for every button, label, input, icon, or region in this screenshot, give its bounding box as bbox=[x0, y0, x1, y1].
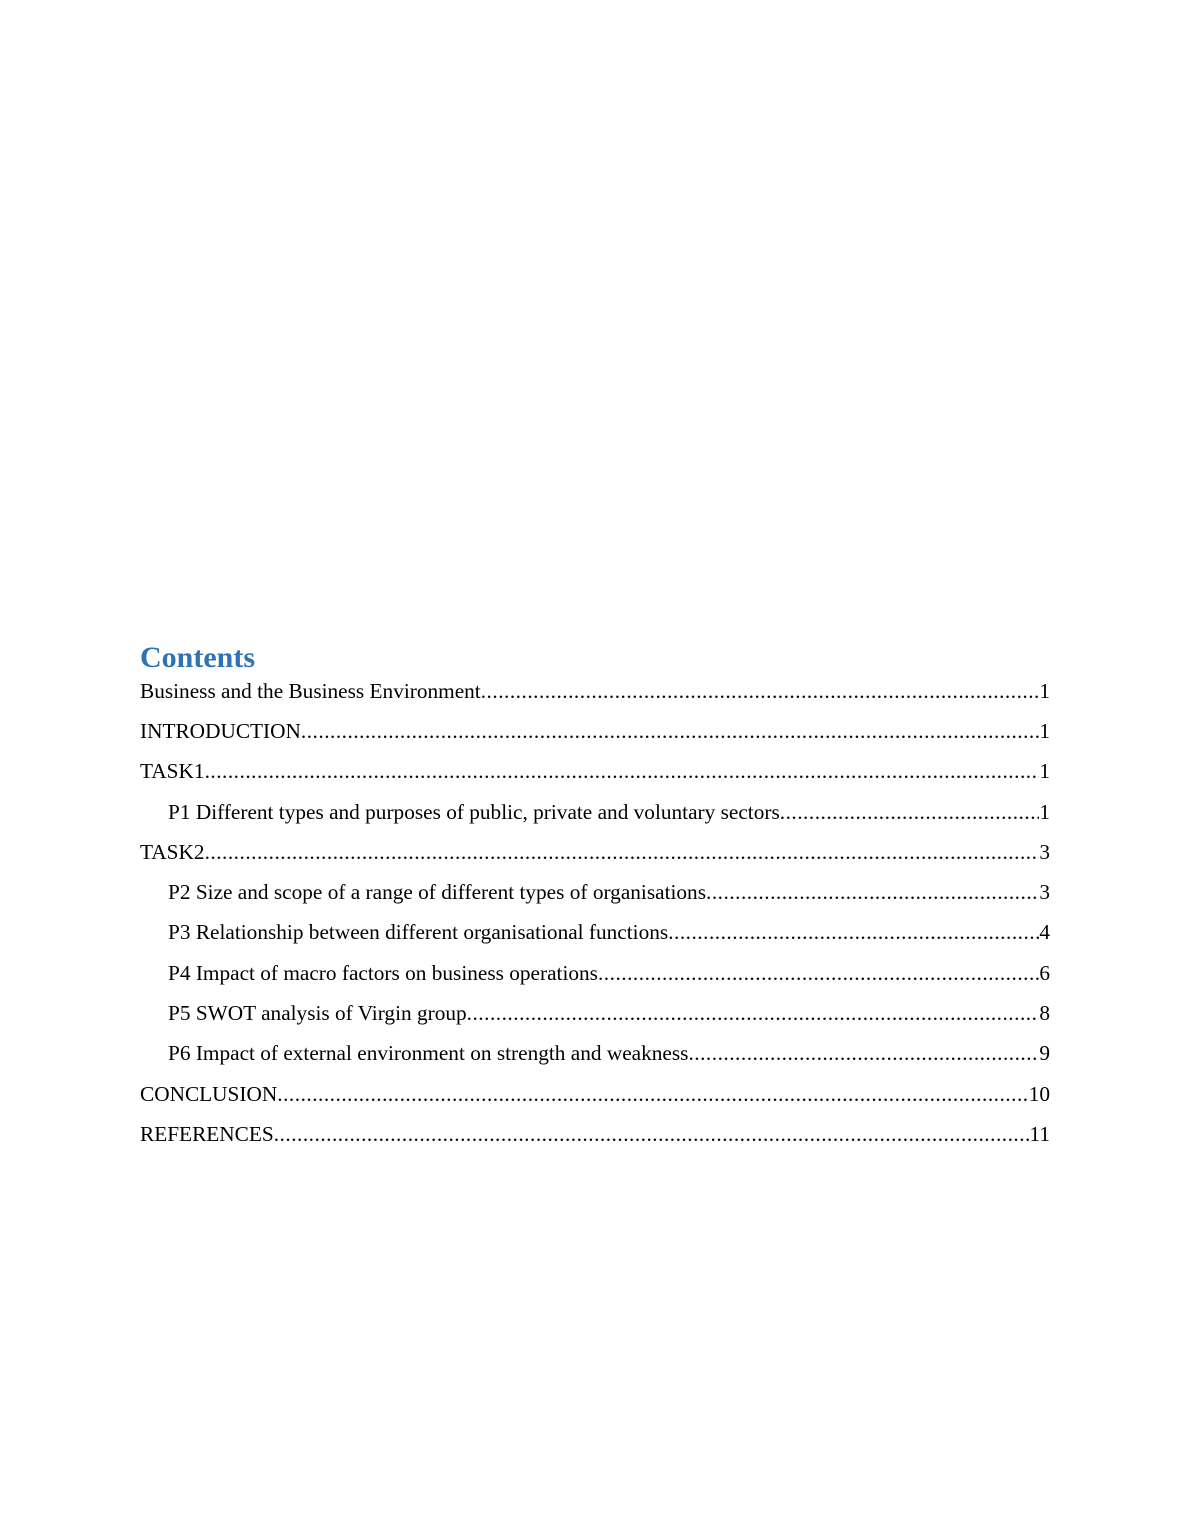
toc-page-number: 4 bbox=[1039, 920, 1050, 945]
toc-entry-label: P5 SWOT analysis of Virgin group bbox=[168, 1001, 467, 1026]
toc-page-number: 1 bbox=[1039, 759, 1050, 784]
toc-entry-label: TASK2 bbox=[140, 839, 205, 864]
toc-dot-leader bbox=[467, 1000, 1040, 1026]
toc-dot-leader bbox=[780, 799, 1040, 825]
toc-dot-leader bbox=[481, 678, 1040, 704]
toc-dot-leader bbox=[205, 839, 1040, 865]
toc-entry-label: P4 Impact of macro factors on business operations bbox=[168, 960, 598, 985]
toc-dot-leader bbox=[668, 919, 1039, 945]
toc-entry-task1[interactable] bbox=[140, 758, 1050, 798]
toc-page-number: 1 bbox=[1039, 719, 1050, 743]
toc-entry-label: TASK1 bbox=[140, 759, 205, 784]
toc-entry-p6[interactable] bbox=[140, 1040, 1050, 1080]
toc-dot-leader bbox=[277, 1081, 1028, 1107]
toc-entry-label: REFERENCES bbox=[140, 1121, 274, 1146]
toc-entry-label: P2 Size and scope of a range of different types of organisations bbox=[168, 880, 706, 905]
toc-page-number: 3 bbox=[1039, 839, 1050, 864]
toc-dot-leader bbox=[274, 1121, 1030, 1147]
toc-entry-p2[interactable] bbox=[140, 879, 1050, 919]
toc-entry-p5[interactable] bbox=[140, 1000, 1050, 1040]
toc-entry-introduction[interactable] bbox=[140, 718, 1050, 758]
toc-entry-label: CONCLUSION bbox=[140, 1081, 278, 1106]
toc-entry-task2[interactable] bbox=[140, 839, 1050, 879]
toc-dot-leader bbox=[706, 879, 1039, 905]
toc-entry-p1[interactable] bbox=[140, 799, 1050, 839]
toc-entry-conclusion[interactable] bbox=[140, 1081, 1050, 1121]
toc-entry-label: P3 Relationship between different organisational functions bbox=[168, 920, 669, 945]
toc-page-number: 6 bbox=[1039, 960, 1050, 985]
toc-entry-references[interactable] bbox=[140, 1121, 1050, 1161]
toc-list bbox=[140, 678, 1050, 1161]
toc-entry-business-environment[interactable] bbox=[140, 678, 1050, 718]
toc-page-number: 9 bbox=[1039, 1041, 1050, 1066]
toc-entry-label: INTRODUCTION bbox=[140, 719, 301, 743]
toc-page-number: 1 bbox=[1039, 799, 1050, 824]
toc-dot-leader bbox=[301, 718, 1039, 744]
toc-page-number: 1 bbox=[1039, 679, 1050, 703]
toc-dot-leader bbox=[688, 1040, 1039, 1066]
toc-title: Contents bbox=[140, 641, 256, 674]
toc-page-number: 8 bbox=[1039, 1001, 1050, 1026]
toc-dot-leader bbox=[598, 960, 1039, 986]
toc-dot-leader bbox=[205, 758, 1040, 784]
toc-entry-p3[interactable] bbox=[140, 919, 1050, 959]
table-of-contents bbox=[140, 638, 1050, 1161]
toc-entry-label: Business and the Business Environment bbox=[140, 679, 481, 703]
toc-entry-p4[interactable] bbox=[140, 960, 1050, 1000]
toc-entry-label: P1 Different types and purposes of public, private and voluntary sectors bbox=[168, 799, 780, 824]
toc-page-number: 10 bbox=[1028, 1081, 1050, 1106]
toc-entry-label: P6 Impact of external environment on strength and weakness bbox=[168, 1041, 689, 1066]
toc-page-number: 11 bbox=[1029, 1121, 1050, 1146]
toc-page-number: 3 bbox=[1039, 880, 1050, 905]
